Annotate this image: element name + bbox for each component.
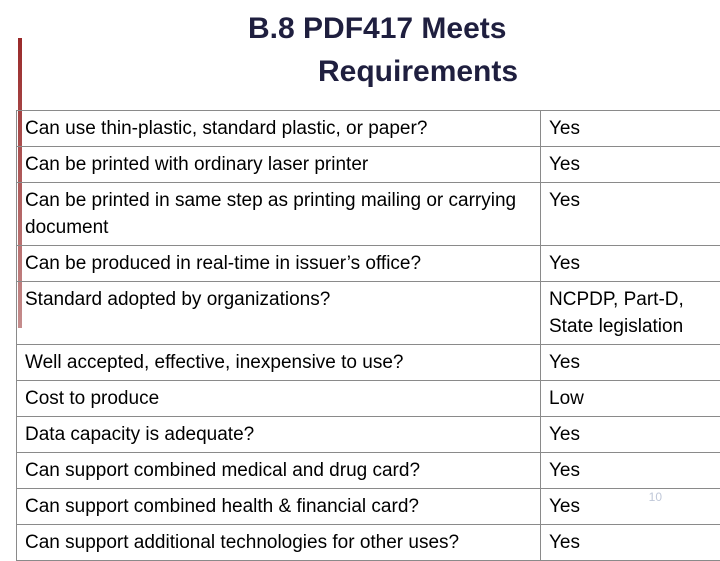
requirement-cell: Can be produced in real-time in issuer’s office? [17, 246, 541, 282]
slide-title-line1: B.8 PDF417 Meets [248, 12, 506, 46]
table-row [17, 282, 720, 345]
answer-cell: Low [541, 381, 720, 417]
table-row [17, 183, 720, 246]
answer-cell: Yes [541, 453, 720, 489]
slide-title-line2: Requirements [318, 55, 518, 89]
answer-cell: Yes [541, 345, 720, 381]
requirement-cell: Cost to produce [17, 381, 541, 417]
table-row [17, 417, 720, 453]
answer-cell: Yes [541, 489, 720, 525]
requirement-cell: Can be printed with ordinary laser printer [17, 147, 541, 183]
requirement-cell: Can support additional technologies for other uses? [17, 525, 541, 561]
requirement-cell: Can support combined health & financial card? [17, 489, 541, 525]
answer-cell: Yes [541, 417, 720, 453]
table-row [17, 489, 720, 525]
answer-cell: Yes [541, 147, 720, 183]
requirement-cell: Can use thin-plastic, standard plastic, or paper? [17, 111, 541, 147]
table-row [17, 381, 720, 417]
answer-cell: Yes [541, 246, 720, 282]
table-row [17, 147, 720, 183]
table-row [17, 453, 720, 489]
answer-cell: NCPDP, Part-D, State legislation [541, 282, 720, 345]
table-row [17, 525, 720, 561]
requirement-cell: Can be printed in same step as printing mailing or carrying document [17, 183, 541, 246]
requirement-cell: Data capacity is adequate? [17, 417, 541, 453]
answer-cell: Yes [541, 111, 720, 147]
answer-cell: Yes [541, 525, 720, 561]
table-row [17, 111, 720, 147]
requirement-cell: Standard adopted by organizations? [17, 282, 541, 345]
requirements-table [16, 110, 720, 561]
requirement-cell: Can support combined medical and drug card? [17, 453, 541, 489]
requirement-cell: Well accepted, effective, inexpensive to use? [17, 345, 541, 381]
table-row [17, 246, 720, 282]
answer-cell: Yes [541, 183, 720, 246]
page-number: 10 [649, 490, 662, 504]
table-row [17, 345, 720, 381]
